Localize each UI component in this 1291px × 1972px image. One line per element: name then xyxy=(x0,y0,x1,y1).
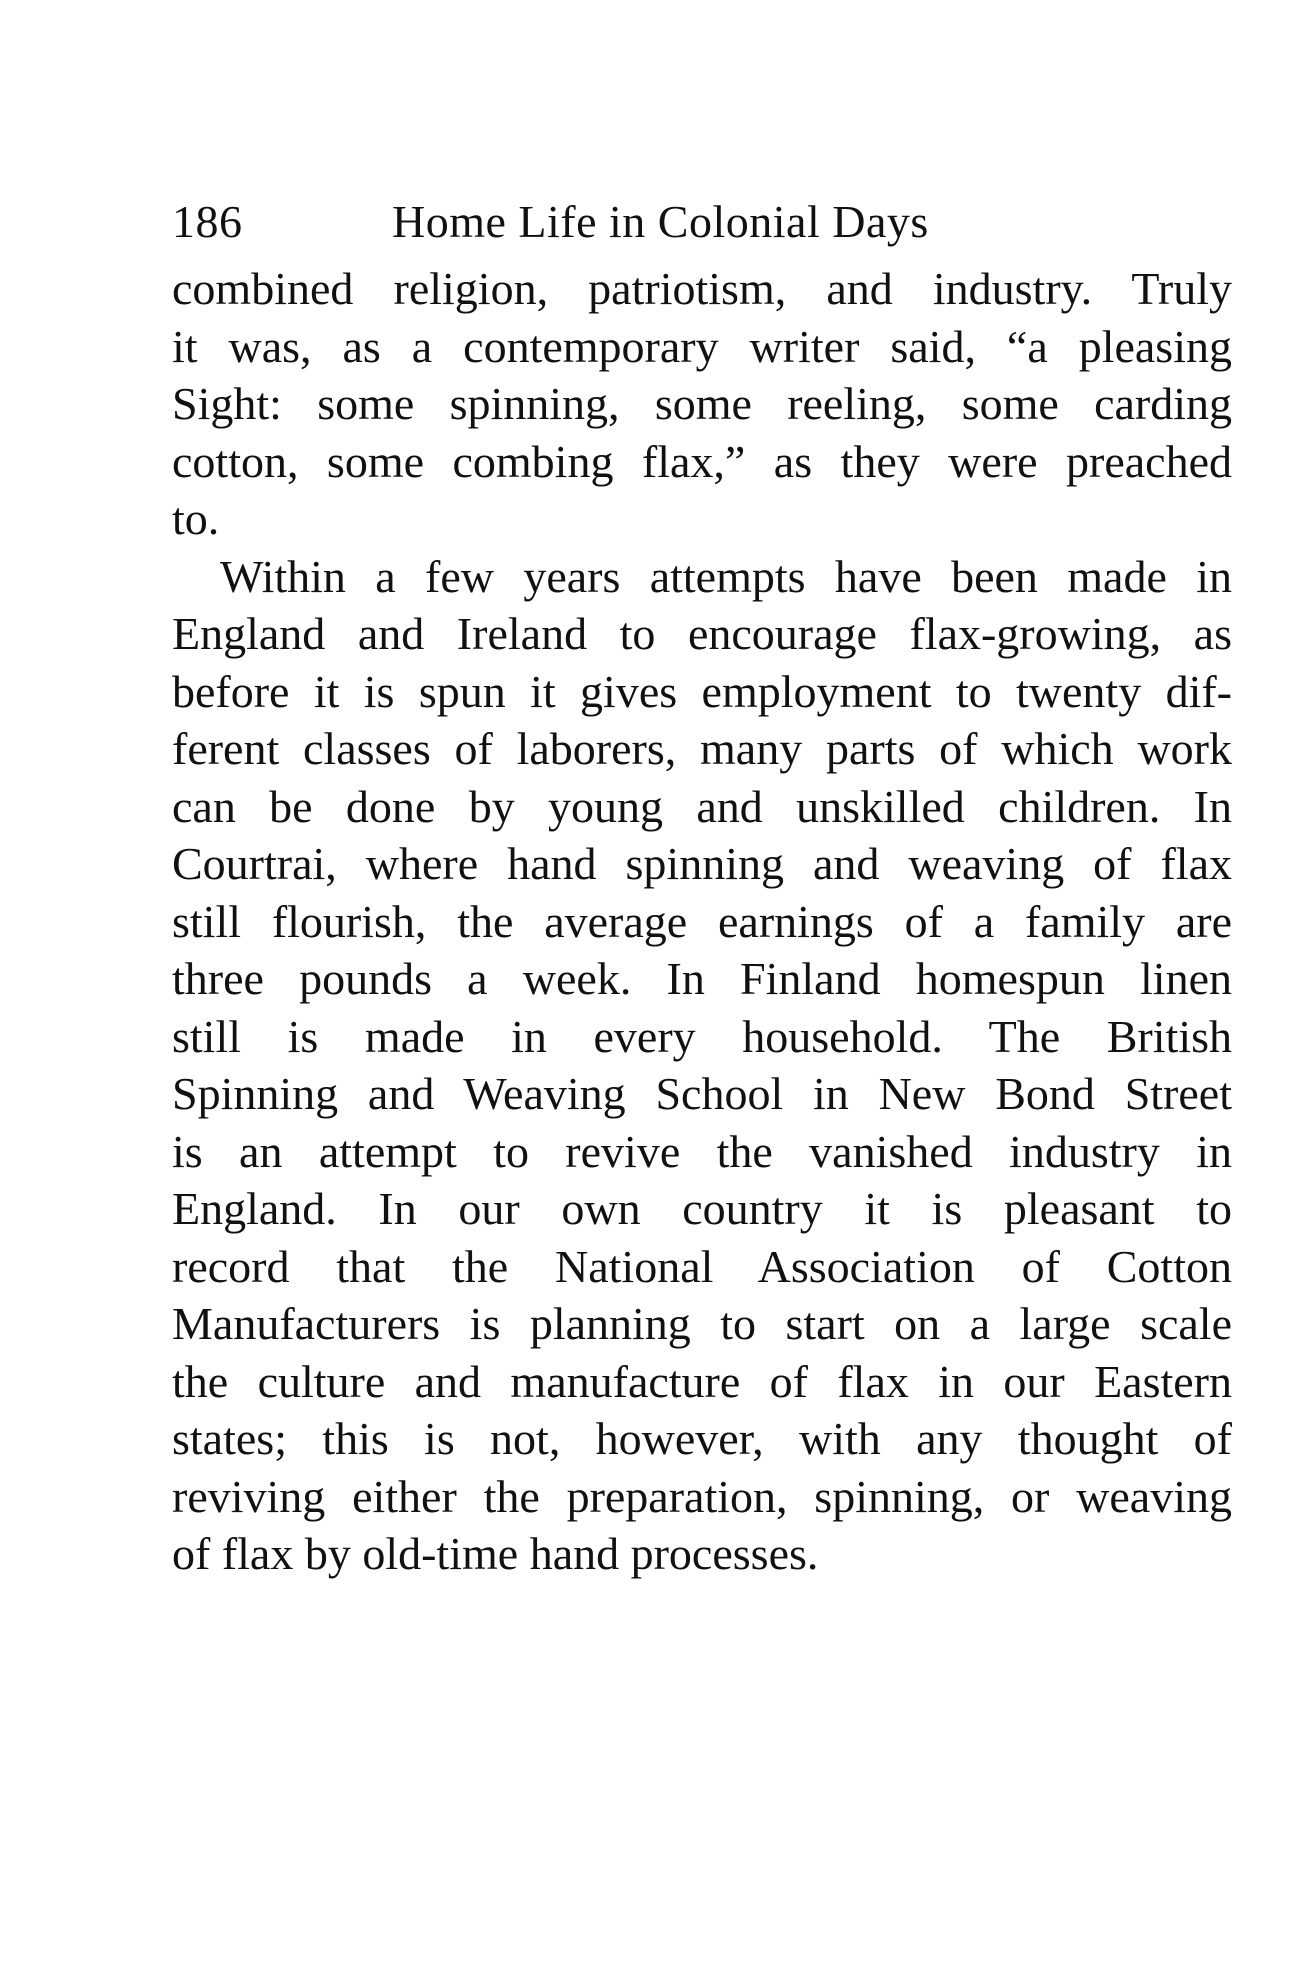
paragraph-1 xyxy=(172,260,1232,548)
text-line: is an attempt to revive the vanished industry in xyxy=(172,1125,1232,1177)
text-line: reviving either the preparation, spinning, or weaving xyxy=(172,1470,1232,1522)
text-line: Spinning and Weaving School in New Bond Street xyxy=(172,1068,1232,1119)
running-head xyxy=(172,190,1232,254)
text-line: Courtrai, where hand spinning and weaving of flax xyxy=(172,838,1232,889)
text-line: combined religion, patriotism, and industry. Truly xyxy=(172,263,1232,314)
text-line: England and Ireland to encourage flax-growing, as xyxy=(172,608,1232,659)
text-line: England. In our own country it is pleasant to xyxy=(172,1183,1232,1234)
text-line: states; this is not, however, with any thought of xyxy=(172,1413,1232,1464)
text-line: cotton, some combing flax,” as they were preached xyxy=(172,435,1232,487)
text-line: of flax by old-time hand processes. xyxy=(172,1528,819,1579)
text-line: still flourish, the average earnings of a family are xyxy=(172,895,1232,947)
text-line: still is made in every household. The British xyxy=(172,1010,1232,1062)
text-line: record that the National Association of Cotton xyxy=(172,1240,1232,1292)
body-text xyxy=(172,260,1232,1583)
text-line: can be done by young and unskilled children. In xyxy=(172,780,1232,832)
paragraph-2 xyxy=(172,548,1232,1583)
text-line: it was, as a contemporary writer said, “a pleasing xyxy=(172,320,1232,372)
text-line: to. xyxy=(172,493,220,544)
page-number: 186 xyxy=(172,196,243,247)
book-title: Home Life in Colonial Days xyxy=(392,196,929,247)
text-line: three pounds a week. In Finland homespun linen xyxy=(172,953,1232,1004)
text-line: Sight: some spinning, some reeling, some carding xyxy=(172,378,1232,429)
text-line: ferent classes of laborers, many parts of which work xyxy=(172,723,1232,774)
text-line: before it is spun it gives employment to twenty dif- xyxy=(172,665,1232,717)
text-line: the culture and manufacture of flax in our Eastern xyxy=(172,1355,1232,1407)
text-line: Manufacturers is planning to start on a large scale xyxy=(172,1298,1232,1349)
text-line: Within a few years attempts have been made in xyxy=(220,550,1232,602)
